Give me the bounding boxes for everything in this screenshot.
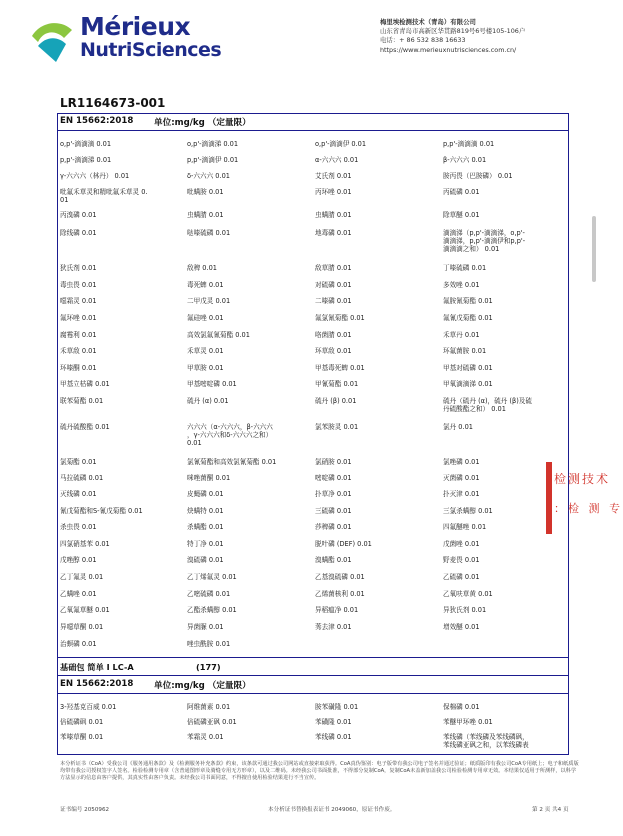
page-number: 第 2 页 共4 页 xyxy=(532,807,569,813)
analyte-cell: 咪唑菌酮 0.01 xyxy=(187,474,231,482)
analyte-cell: 杀螨酯 0.01 xyxy=(187,523,224,531)
analyte-cell: 莎稗磷 0.01 xyxy=(315,523,352,531)
section2-method: EN 15662:2018 xyxy=(60,679,134,689)
analyte-cell: 炔螨特 0.01 xyxy=(187,507,224,515)
analyte-cell: 多效唑 0.01 xyxy=(443,281,480,289)
analyte-cell: 环草敌 0.01 xyxy=(315,347,352,355)
analyte-cell: 乙硫磷 0.01 xyxy=(443,573,480,581)
section1-divider xyxy=(57,130,569,131)
merieux-logo xyxy=(28,12,222,72)
stamp-text-2: ：检 测 专 xyxy=(554,502,623,515)
scrollbar[interactable] xyxy=(592,216,596,282)
certificate-replacement-note: 本分析证书替换报表证书 2049060，原证书作废。 xyxy=(268,807,396,813)
analyte-cell: 滴滴涕（p,p'-滴滴涕，o,p'- 滴滴涕，p,p'-滴滴伊和p,p'- 滴滴滴之和） 0.01 xyxy=(443,229,526,254)
analyte-cell: 杀虫畏 0.01 xyxy=(60,523,97,531)
analyte-cell: p,p'-滴滴滴 0.01 xyxy=(443,140,495,148)
analyte-cell: 扑草净 0.01 xyxy=(315,490,352,498)
analyte-cell: 甲氰菊酯 0.01 xyxy=(315,380,359,388)
company-info xyxy=(380,18,525,55)
analyte-cell: 氟环唑 0.01 xyxy=(60,314,97,322)
company-address: 山东省青岛市高新区华贯路819号6号楼105-106户 xyxy=(380,27,526,36)
analyte-cell: 甲基立枯磷 0.01 xyxy=(60,380,110,388)
package-count: (177) xyxy=(196,662,221,672)
analyte-cell: 硫丹（硫丹 (α)，硫丹 (β)及硫 丹硫酸酯之和） 0.01 xyxy=(443,397,532,414)
analyte-cell: 戊唑醇 0.01 xyxy=(60,556,97,564)
report-number: LR1164673-001 xyxy=(60,96,166,110)
analyte-cell: 毒虫畏 0.01 xyxy=(60,281,97,289)
analyte-cell: 艾氏剂 0.01 xyxy=(315,172,352,180)
analyte-cell: 甲基嘧啶磷 0.01 xyxy=(187,380,237,388)
analyte-cell: 除草醚 0.01 xyxy=(443,211,480,219)
analyte-cell: 四氯硝基苯 0.01 xyxy=(60,540,110,548)
analyte-cell: 氯菊酯 0.01 xyxy=(60,458,97,466)
analyte-cell: 地毒磷 0.01 xyxy=(315,229,352,237)
analyte-cell: 倍硫磷亚砜 0.01 xyxy=(187,718,237,726)
section1-header xyxy=(60,116,251,128)
certificate-number: 证书编号 2050962 xyxy=(60,807,110,813)
analyte-cell: 丙环唑 0.01 xyxy=(315,188,352,196)
company-phone: 电话：+ 86 532 838 16633 xyxy=(380,36,466,45)
analyte-cell: 吡氟禾草灵和精吡氟禾草灵 0. 01 xyxy=(60,188,148,205)
company-stamp xyxy=(546,462,623,534)
analyte-cell: 扑灭津 0.01 xyxy=(443,490,480,498)
analyte-cell: 乙烯菌核利 0.01 xyxy=(315,590,365,598)
analyte-cell: 乙嘧硫磷 0.01 xyxy=(187,590,231,598)
stamp-edge xyxy=(546,462,552,534)
analyte-cell: 除线磷 0.01 xyxy=(60,229,97,237)
analyte-cell: 保棉磷 0.01 xyxy=(443,703,480,711)
analyte-cell: 甲基对硫磷 0.01 xyxy=(443,364,493,372)
analyte-cell: 苯线磷 0.01 xyxy=(315,733,352,741)
analyte-cell: 硫丹 (β) 0.01 xyxy=(315,397,357,405)
analyte-cell: 灭菌磷 0.01 xyxy=(443,474,480,482)
analyte-cell: 莠去津 0.01 xyxy=(315,623,352,631)
section1-unit: 单位:mg/kg （定量限） xyxy=(154,118,251,128)
analyte-cell: 敌稗 0.01 xyxy=(187,264,217,272)
analyte-cell: α-六六六 0.01 xyxy=(315,156,359,164)
analyte-cell: 阿维菌素 0.01 xyxy=(187,703,231,711)
results-frame xyxy=(57,113,569,755)
analyte-cell: 戊菌唑 0.01 xyxy=(443,540,480,548)
analyte-cell: 氟硅唑 0.01 xyxy=(187,314,224,322)
analyte-cell: 硫丹硫酸酯 0.01 xyxy=(60,423,110,431)
package-title: 基础包 简单 I LC-A xyxy=(60,662,134,672)
analyte-cell: p,p'-滴滴伊 0.01 xyxy=(187,156,239,164)
analyte-cell: 异菌脲 0.01 xyxy=(187,623,224,631)
analyte-cell: 毒死蜱 0.01 xyxy=(187,281,224,289)
analyte-cell: 唑虫酰胺 0.01 xyxy=(187,640,231,648)
analyte-cell: 乙丁烯氟灵 0.01 xyxy=(187,573,237,581)
analyte-cell: 三硫磷 0.01 xyxy=(315,507,352,515)
analyte-cell: 对硫磷 0.01 xyxy=(315,281,352,289)
analyte-cell: 特丁净 0.01 xyxy=(187,540,224,548)
analyte-cell: 乙氧氟草醚 0.01 xyxy=(60,606,110,614)
company-name: 梅里埃检测技术（青岛）有限公司 xyxy=(380,18,476,26)
footer-disclaimer: 本分析证书（CoA）受我公司《服务通用条款》及《检测服务补充条款》约束，该条款可通过我公司网站或直接索取获得。CoA真伪鉴别：电子版带有我公司电子签名并通过验证；纸质版印有我公司CoA专用纸上；电子和纸质版均带有我公司授权签字人签名。检验检测专用章（含普通图形章及骑缝专用无方形章），以及二维码。未经我公司书面批准，不得部分复制CoA，复制CoA未盖新加盖我公司检验检测专用章无效。本结果仅适用于所测样，以科学方法显示的信息由客户提供，其真实性由客户负责。未经我公司书面同意，不得擅自使用检验结果进行不当宣传。 xyxy=(60,761,579,781)
analyte-cell: 氟氰戊菊酯 0.01 xyxy=(443,314,493,322)
analyte-cell: γ-六六六（林丹） 0.01 xyxy=(60,172,130,180)
analyte-cell: p,p'-滴滴涕 0.01 xyxy=(60,156,112,164)
section2-unit: 单位:mg/kg （定量限） xyxy=(154,681,251,691)
analyte-cell: β-六六六 0.01 xyxy=(443,156,487,164)
analyte-cell: 环氟菌胺 0.01 xyxy=(443,347,487,355)
analyte-cell: 溴硫磷 0.01 xyxy=(187,556,224,564)
analyte-cell: 二嗪磷 0.01 xyxy=(315,297,352,305)
analyte-cell: 甲氧滴滴涕 0.01 xyxy=(443,380,493,388)
analyte-cell: 苯线磷（苯线磷及苯线磷砜， 苯线磷亚砜之和，以苯线磷表 xyxy=(443,733,529,750)
analyte-cell: 狄氏剂 0.01 xyxy=(60,264,97,272)
analyte-cell: 异稻瘟净 0.01 xyxy=(315,606,359,614)
analyte-cell: 嘧啶磷 0.01 xyxy=(315,474,352,482)
analyte-cell: 吡螨胺 0.01 xyxy=(187,188,224,196)
analyte-cell: 丙硫磷 0.01 xyxy=(443,188,480,196)
analyte-cell: 氯丹 0.01 xyxy=(443,423,473,431)
analyte-cell: 噁霜灵 0.01 xyxy=(60,297,97,305)
analyte-cell: 乙氧呋草黄 0.01 xyxy=(443,590,493,598)
analyte-cell: 高效氯氟氰菊酯 0.01 xyxy=(187,331,250,339)
analyte-cell: 苯霜灵 0.01 xyxy=(187,733,224,741)
package-divider-bottom xyxy=(57,675,569,676)
analyte-cell: 灭线磷 0.01 xyxy=(60,490,97,498)
analyte-cell: 二甲戊灵 0.01 xyxy=(187,297,231,305)
analyte-cell: 丁嗪硫磷 0.01 xyxy=(443,264,487,272)
analyte-cell: 咯菌腈 0.01 xyxy=(315,331,352,339)
analyte-cell: 氯硝胺 0.01 xyxy=(315,458,352,466)
analyte-cell: 甲草胺 0.01 xyxy=(187,364,224,372)
analyte-cell: o,p'-滴滴滴 0.01 xyxy=(60,140,112,148)
analyte-cell: 六六六（α-六六六，β-六六六 ，γ-六六六和δ-六六六之和） 0.01 xyxy=(187,423,273,448)
analyte-cell: 甲基毒死蜱 0.01 xyxy=(315,364,365,372)
brand-name: Mérieux xyxy=(80,12,191,41)
analyte-cell: 3-羟基克百威 0.01 xyxy=(60,703,117,711)
analyte-cell: 倍硫磷砜 0.01 xyxy=(60,718,104,726)
analyte-cell: 虫螨腈 0.01 xyxy=(187,211,224,219)
analyte-cell: 治螟磷 0.01 xyxy=(60,640,97,648)
analyte-cell: 乙基溴硫磷 0.01 xyxy=(315,573,365,581)
analyte-cell: 氟氯氰菊酯 0.01 xyxy=(315,314,365,322)
analyte-cell: 氰戊菊酯和S-氰戊菊酯 0.01 xyxy=(60,507,143,515)
analyte-cell: 胺丙畏（巴胺磷） 0.01 xyxy=(443,172,513,180)
brand-subname: NutriSciences xyxy=(80,39,222,61)
analyte-cell: 增效醚 0.01 xyxy=(443,623,480,631)
analyte-cell: 氯苯胺灵 0.01 xyxy=(315,423,359,431)
analyte-cell: 异噁草酮 0.01 xyxy=(60,623,104,631)
analyte-cell: 腐霉利 0.01 xyxy=(60,331,97,339)
package-divider-top xyxy=(57,657,569,658)
analyte-cell: 硫丹 (α) 0.01 xyxy=(187,397,229,405)
analyte-cell: 异狄氏剂 0.01 xyxy=(443,606,487,614)
analyte-cell: 皮蝇磷 0.01 xyxy=(187,490,224,498)
analyte-cell: 氯氰菊酯和高效氯氰菊酯 0.01 xyxy=(187,458,277,466)
analyte-cell: 虫螨腈 0.01 xyxy=(315,211,352,219)
analyte-cell: δ-六六六 0.01 xyxy=(187,172,230,180)
analyte-cell: 禾草丹 0.01 xyxy=(443,331,480,339)
analyte-cell: 氯唑磷 0.01 xyxy=(443,458,480,466)
section2-divider xyxy=(57,693,569,694)
analyte-cell: 氟胺氰菊酯 0.01 xyxy=(443,297,493,305)
analyte-cell: 丙溴磷 0.01 xyxy=(60,211,97,219)
section2-header xyxy=(60,679,251,691)
section1-method: EN 15662:2018 xyxy=(60,116,134,126)
analyte-cell: o,p'-滴滴涕 0.01 xyxy=(187,140,239,148)
analyte-cell: 禾草敌 0.01 xyxy=(60,347,97,355)
analyte-cell: 环嗪酮 0.01 xyxy=(60,364,97,372)
analyte-cell: 胺苯磺隆 0.01 xyxy=(315,703,359,711)
analyte-cell: 苯嗪草酮 0.01 xyxy=(60,733,104,741)
analyte-cell: 联苯菊酯 0.01 xyxy=(60,397,104,405)
analyte-cell: o,p'-滴滴伊 0.01 xyxy=(315,140,367,148)
analyte-cell: 哒嗪硫磷 0.01 xyxy=(187,229,231,237)
analyte-cell: 苯醚甲环唑 0.01 xyxy=(443,718,493,726)
analyte-cell: 苯磺隆 0.01 xyxy=(315,718,352,726)
analyte-cell: 野麦畏 0.01 xyxy=(443,556,480,564)
analyte-cell: 乙酯杀螨醇 0.01 xyxy=(187,606,237,614)
analyte-cell: 马拉硫磷 0.01 xyxy=(60,474,104,482)
analyte-cell: 乙螨唑 0.01 xyxy=(60,590,97,598)
analyte-cell: 敌草腈 0.01 xyxy=(315,264,352,272)
analyte-cell: 三氯杀螨醇 0.01 xyxy=(443,507,493,515)
company-website[interactable]: https://www.merieuxnutrisciences.com.cn/ xyxy=(380,45,517,54)
analyte-cell: 溴螨酯 0.01 xyxy=(315,556,352,564)
stamp-text-1: 检测技术 xyxy=(554,472,611,486)
analyte-cell: 乙丁氟灵 0.01 xyxy=(60,573,104,581)
logo-mark-icon xyxy=(28,16,76,66)
analyte-cell: 禾草灵 0.01 xyxy=(187,347,224,355)
analyte-cell: 脱叶磷 (DEF) 0.01 xyxy=(315,540,372,548)
analyte-cell: 四氟醚唑 0.01 xyxy=(443,523,487,531)
